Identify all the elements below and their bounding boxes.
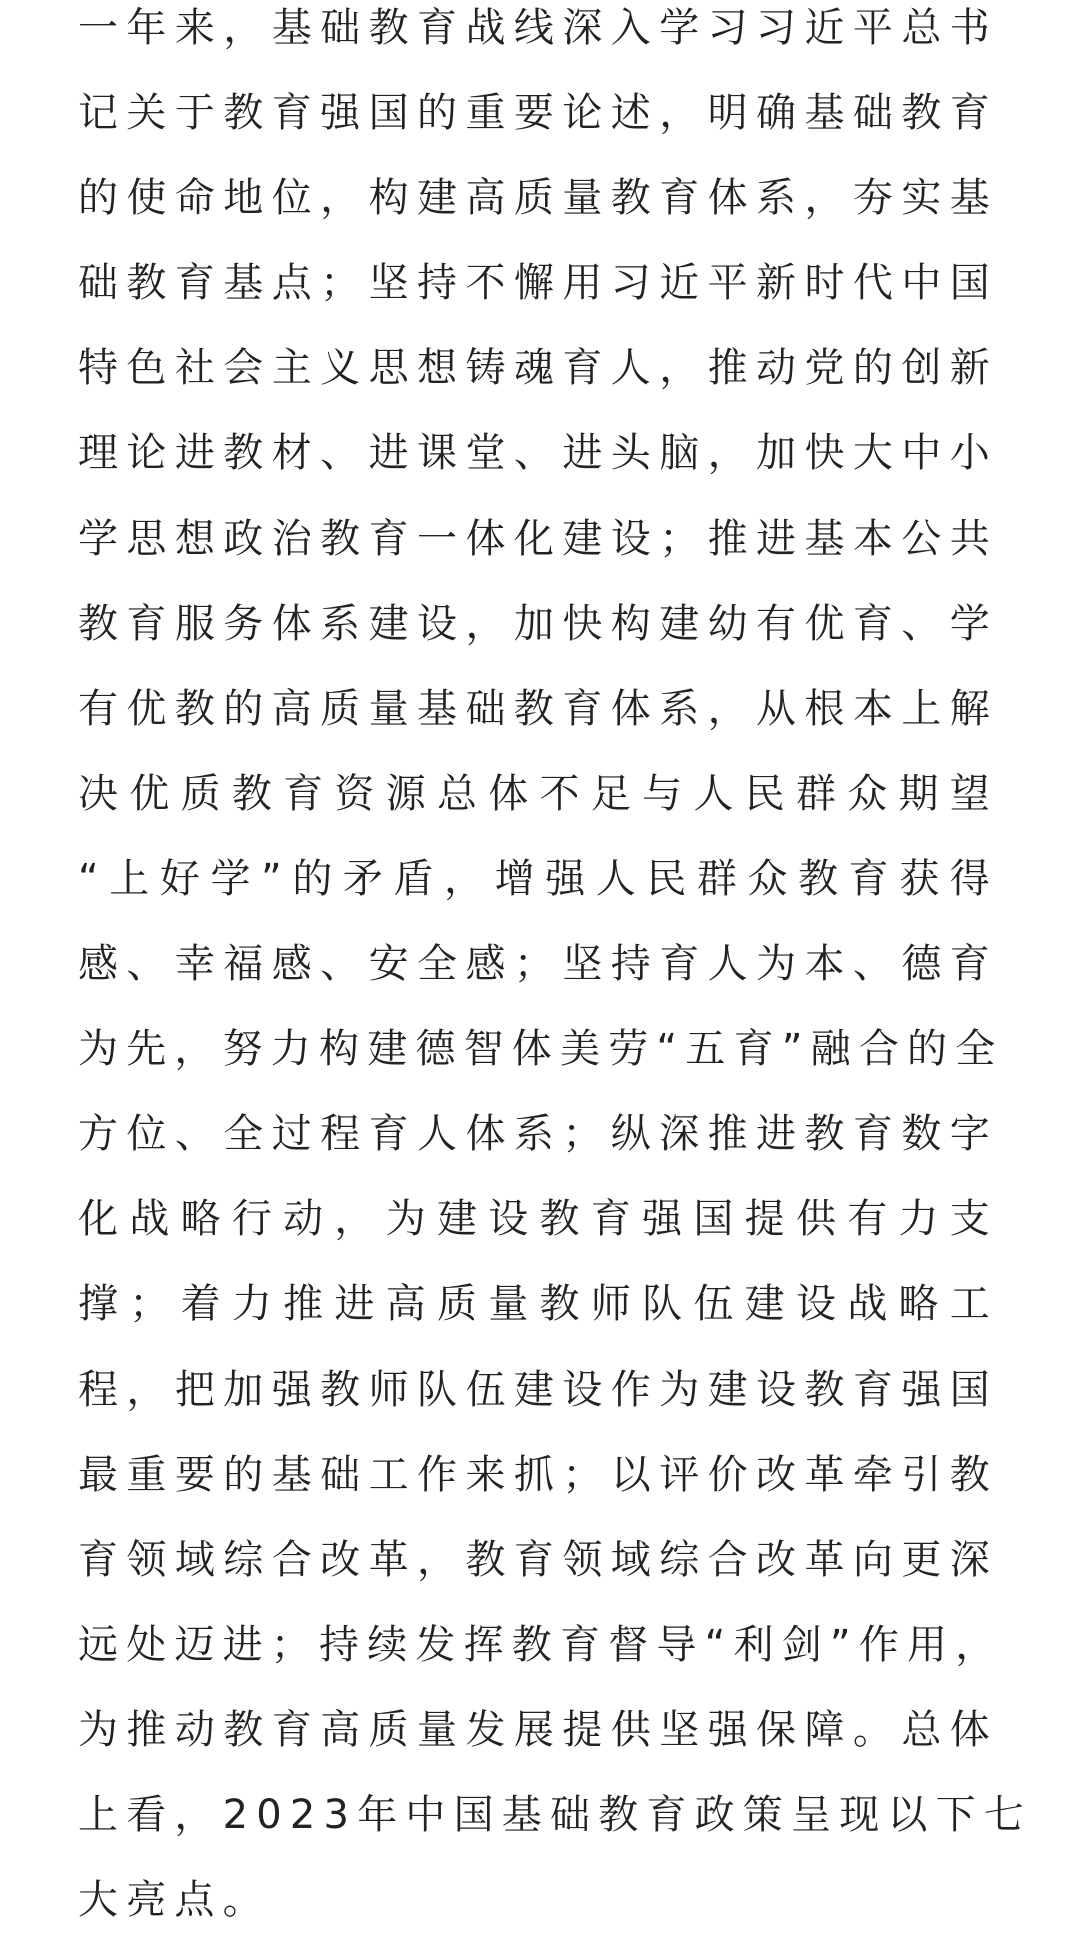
paragraph-line-final: 大亮点。 (78, 1877, 271, 1924)
paragraph-line: 育领域综合改革，教育领域综合改革向更深 (78, 1536, 998, 1583)
paragraph-line: 为推动教育高质量发展提供坚强保障。总体 (78, 1706, 998, 1753)
paragraph-line: 上看，2023年中国基础教育政策呈现以下七 (78, 1791, 1032, 1838)
paragraph-line: 特色社会主义思想铸魂育人，推动党的创新 (78, 345, 998, 392)
paragraph-line: 最重要的基础工作来抓；以评价改革牵引教 (78, 1451, 998, 1498)
paragraph-line: 记关于教育强国的重要论述，明确基础教育 (78, 90, 998, 137)
article-paragraph (78, 0, 1032, 1943)
paragraph-line: 程，把加强教师队伍建设作为建设教育强国 (78, 1366, 998, 1413)
paragraph-line: 化战略行动，为建设教育强国提供有力支 (78, 1196, 998, 1243)
article-body (78, 0, 1032, 1943)
paragraph-line: 理论进教材、进课堂、进头脑，加快大中小 (78, 430, 998, 477)
paragraph-line: 方位、全过程育人体系；纵深推进教育数字 (78, 1111, 998, 1158)
paragraph-line: 决优质教育资源总体不足与人民群众期望 (78, 770, 998, 817)
paragraph-line: 为先，努力构建德智体美劳“五育”融合的全 (78, 1026, 1004, 1073)
paragraph-line: 一年来，基础教育战线深入学习习近平总书 (78, 5, 998, 51)
paragraph-line: 撑；着力推进高质量教师队伍建设战略工 (78, 1281, 998, 1328)
paragraph-line: 远处迈进；持续发挥教育督导“利剑”作用， (78, 1621, 1004, 1668)
paragraph-line: 础教育基点；坚持不懈用习近平新时代中国 (78, 260, 998, 307)
paragraph-line: 的使命地位，构建高质量教育体系，夯实基 (78, 175, 998, 222)
paragraph-line: “上好学”的矛盾，增强人民群众教育获得 (78, 855, 998, 902)
paragraph-line: 教育服务体系建设，加快构建幼有优育、学 (78, 600, 998, 647)
paragraph-line: 感、幸福感、安全感；坚持育人为本、德育 (78, 941, 998, 988)
paragraph-line: 学思想政治教育一体化建设；推进基本公共 (78, 515, 998, 562)
paragraph-line: 有优教的高质量基础教育体系，从根本上解 (78, 685, 998, 732)
